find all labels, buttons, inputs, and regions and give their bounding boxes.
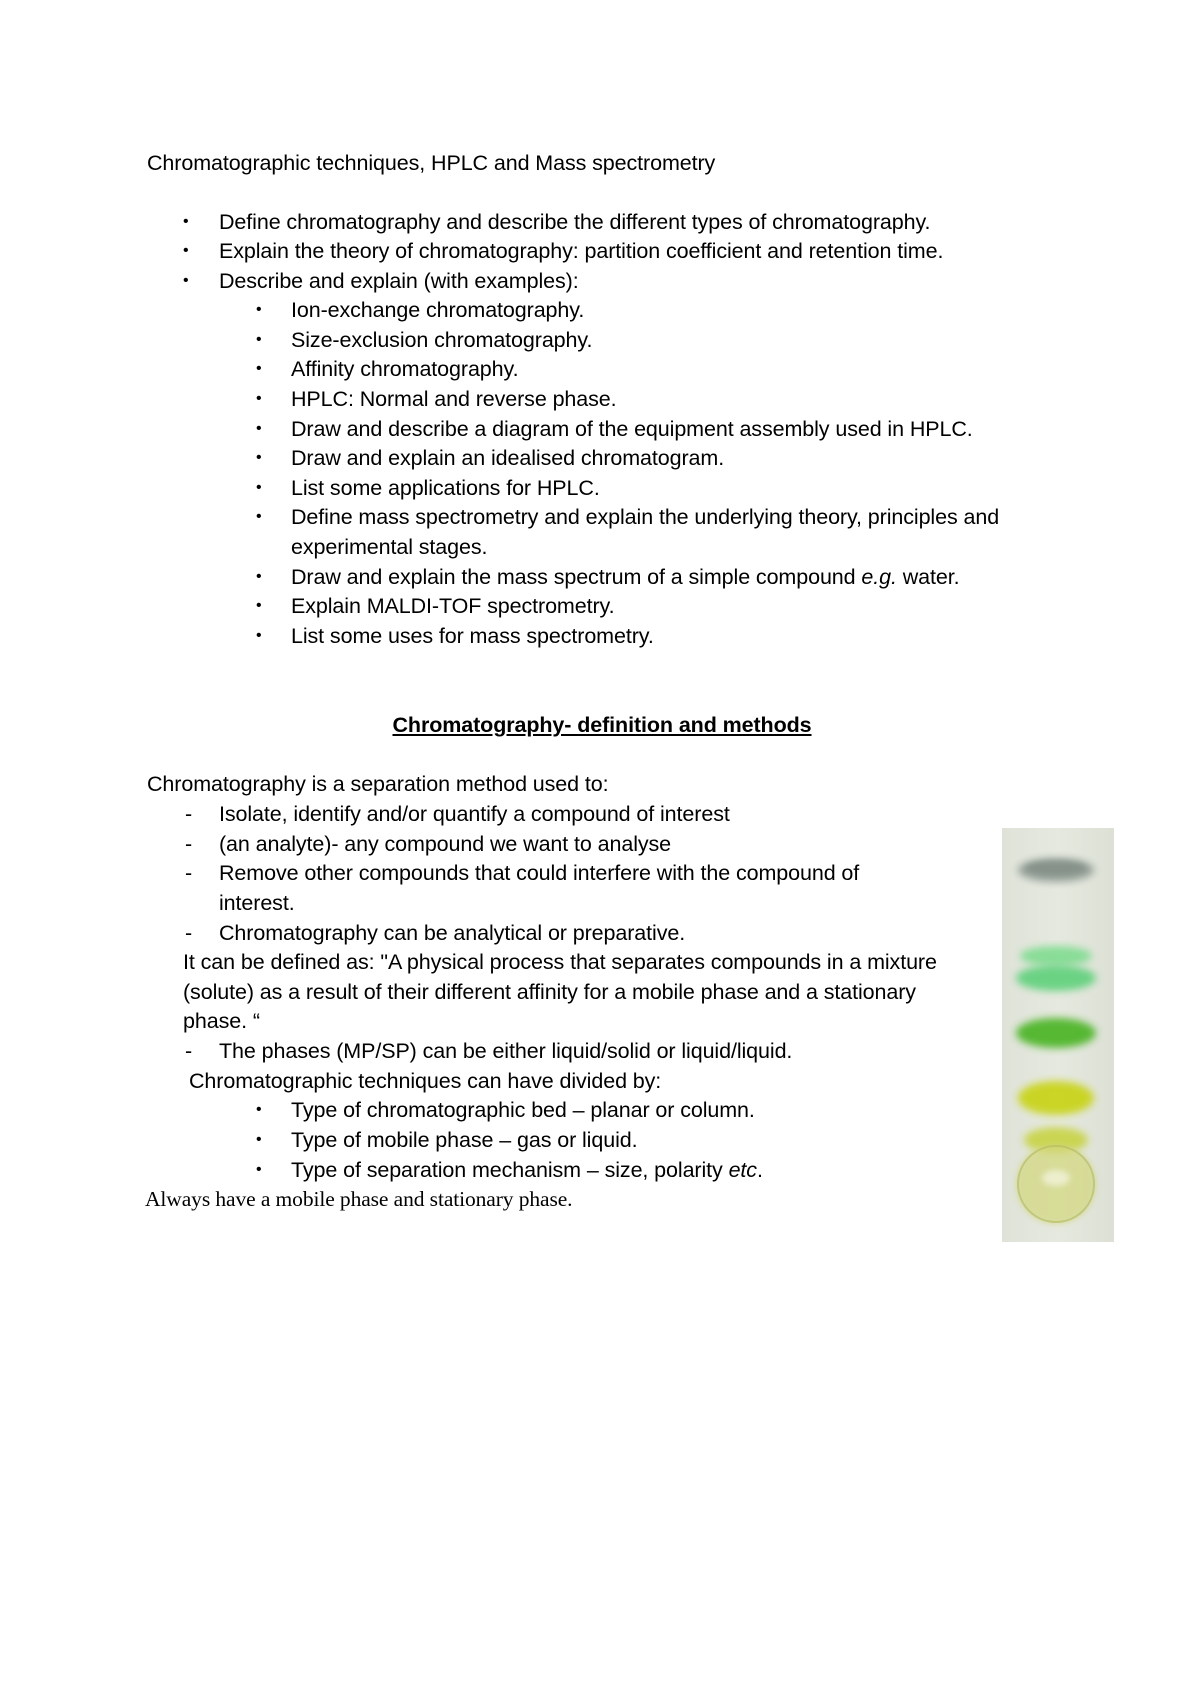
sub-objective-item: Define mass spectrometry and explain the underlying theory, principles and: [291, 505, 1000, 529]
bullet: •: [256, 508, 262, 525]
bullet: •: [256, 331, 262, 348]
bullet: •: [256, 449, 262, 466]
sub-objective-item: Draw and explain an idealised chromatogram.: [291, 446, 725, 470]
divided-item: Type of chromatographic bed – planar or column.: [291, 1098, 755, 1122]
objective-item: Explain the theory of chromatography: partition coefficient and retention time.: [219, 239, 944, 263]
bullet: •: [256, 301, 262, 318]
bullet: •: [256, 1161, 262, 1178]
dash-item-continuation: interest.: [219, 891, 295, 915]
sub-objective-item: Ion-exchange chromatography.: [291, 298, 585, 322]
sub-objective-item: Affinity chromatography.: [291, 357, 519, 381]
divided-by-text: Chromatographic techniques can have divided by:: [189, 1069, 662, 1093]
bullet: •: [256, 597, 262, 614]
bullet: •: [183, 272, 189, 289]
dash-marker: -: [185, 802, 193, 826]
bullet: •: [256, 568, 262, 585]
tlc-plate-image: [1002, 828, 1114, 1242]
definition-line: (solute) as a result of their different affinity for a mobile phase and a stationary: [183, 980, 916, 1004]
dash-item: (an analyte)- any compound we want to analyse: [219, 832, 672, 856]
closing-text: Always have a mobile phase and stationary phase.: [145, 1187, 573, 1211]
sub-objective-item: [291, 562, 960, 592]
sub-objective-text-end: water.: [896, 565, 960, 589]
intro-text: Chromatography is a separation method used to:: [147, 772, 609, 796]
dash-marker: -: [185, 921, 193, 945]
objective-item: Define chromatography and describe the different types of chromatography.: [219, 210, 931, 234]
bullet: •: [183, 242, 189, 259]
bullet: •: [183, 213, 189, 230]
dash-item: Isolate, identify and/or quantify a compound of interest: [219, 802, 730, 826]
divided-item: [291, 1155, 763, 1185]
dash-item: The phases (MP/SP) can be either liquid/solid or liquid/liquid.: [219, 1039, 793, 1063]
italic-etc: etc: [728, 1158, 757, 1182]
bullet: •: [256, 627, 262, 644]
bullet: •: [256, 1101, 262, 1118]
dash-item: Remove other compounds that could interfere with the compound of: [219, 861, 860, 885]
sub-objective-item: List some applications for HPLC.: [291, 476, 600, 500]
dash-marker: -: [185, 1039, 193, 1063]
sub-objective-text: Draw and explain the mass spectrum of a simple compound: [291, 565, 862, 589]
dash-marker: -: [185, 832, 193, 856]
objective-item: Describe and explain (with examples):: [219, 269, 579, 293]
bullet: •: [256, 479, 262, 496]
sub-objective-item: Size-exclusion chromatography.: [291, 328, 593, 352]
divided-item: Type of mobile phase – gas or liquid.: [291, 1128, 638, 1152]
bullet: •: [256, 420, 262, 437]
sub-objective-item: Explain MALDI-TOF spectrometry.: [291, 594, 615, 618]
divided-item-text: Type of separation mechanism – size, polarity: [291, 1158, 729, 1182]
bullet: •: [256, 1131, 262, 1148]
sub-objective-item: Draw and describe a diagram of the equipment assembly used in HPLC.: [291, 417, 973, 441]
doc-title: Chromatographic techniques, HPLC and Mass spectrometry: [147, 151, 716, 175]
sub-objective-item: HPLC: Normal and reverse phase.: [291, 387, 617, 411]
period: .: [756, 1158, 763, 1182]
dash-item: Chromatography can be analytical or preparative.: [219, 921, 686, 945]
italic-eg: e.g.: [861, 565, 897, 589]
definition-line: It can be defined as: "A physical process that separates compounds in a mixture: [183, 950, 937, 974]
section-heading: Chromatography- definition and methods: [392, 713, 812, 737]
bullet: •: [256, 360, 262, 377]
sub-objective-item: List some uses for mass spectrometry.: [291, 624, 654, 648]
definition-line: phase. “: [183, 1009, 260, 1033]
sub-objective-continuation: experimental stages.: [291, 535, 488, 559]
bullet: •: [256, 390, 262, 407]
dash-marker: -: [185, 861, 193, 885]
